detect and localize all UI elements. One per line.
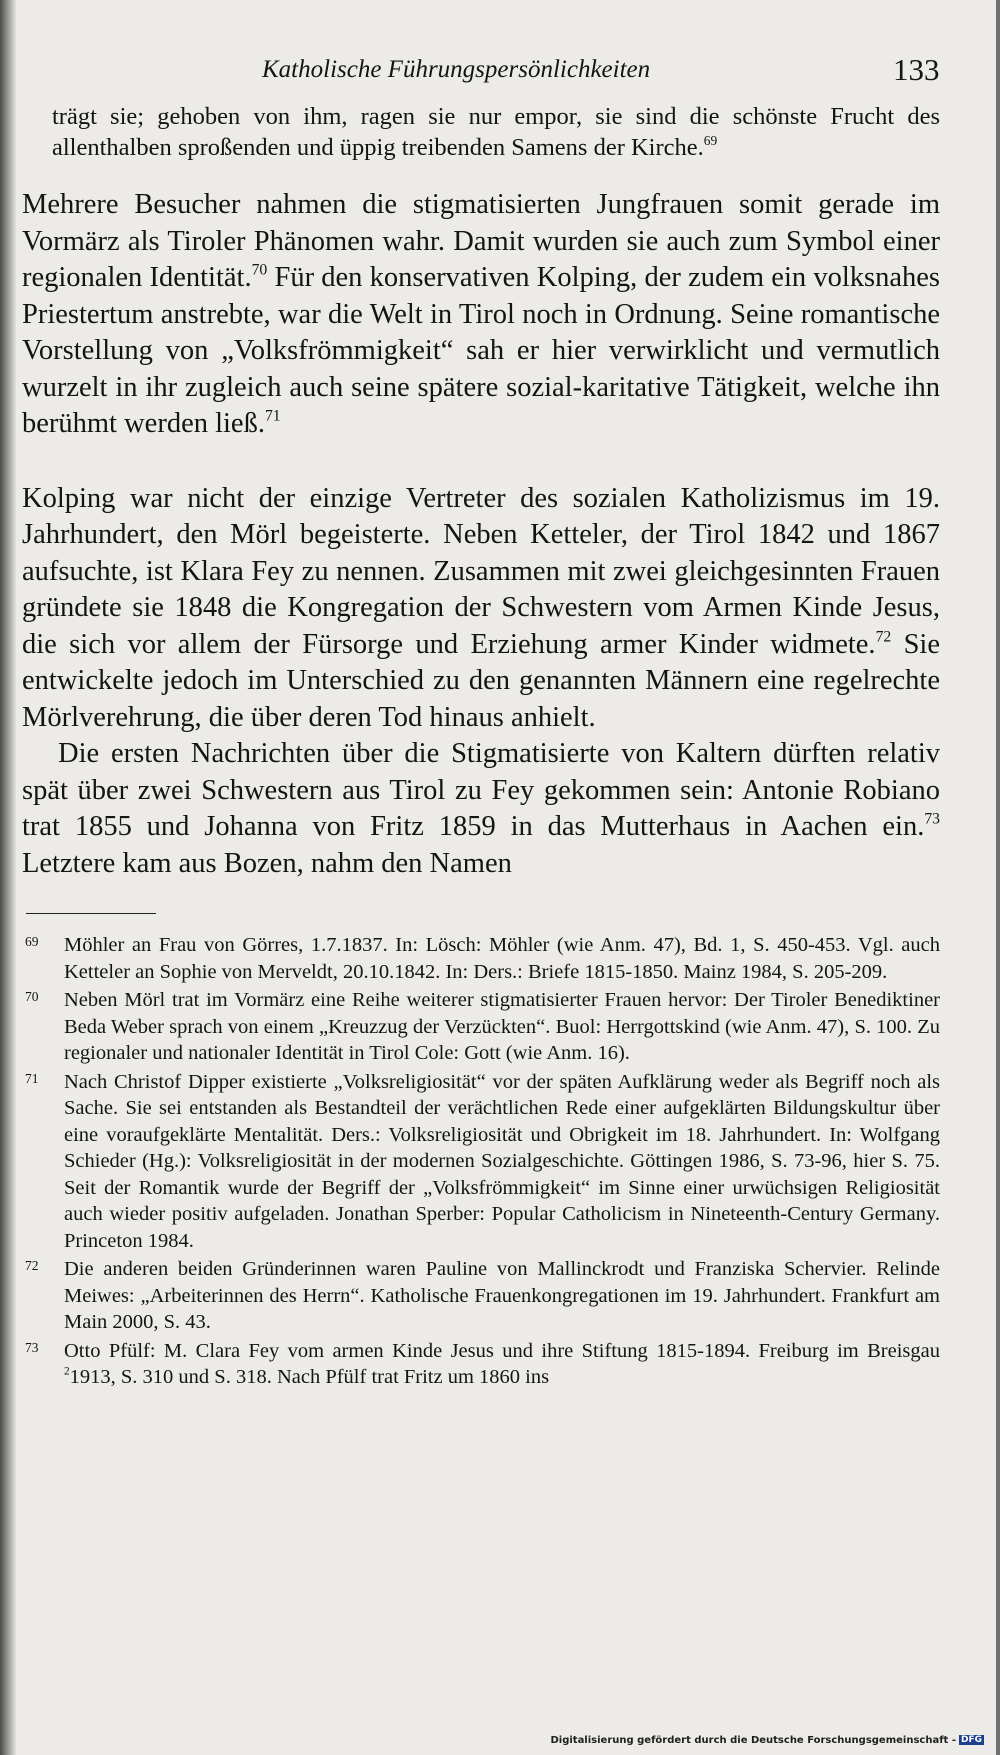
text-run: 1913, S. 310 und S. 318. Nach Pfülf trat Fritz um 1860 ins [69,1366,550,1388]
footnote-number: 69 [25,934,39,949]
body-paragraph [22,481,940,737]
footnote [22,1256,940,1336]
text-run: Otto Pfülf: M. Clara Fey vom armen Kinde Jesus und ihre Stiftung 1815-1894. Freiburg im Breisgau [64,1339,940,1362]
text-run: Die anderen beiden Gründerinnen waren Pauline von Mallinckrodt und Franziska Schervier. Relinde Meiwes: „Arbeiterinnen des Herrn“. Katholische Frauenkongregationen im 19. Jahrhundert. Frankfurt am Main 2000, S. 43. [64,1258,940,1333]
footnote-separator [26,913,156,914]
footnote-ref: 73 [924,810,940,828]
footnotes [22,932,940,1391]
footnote-ref: 70 [251,261,268,279]
footnote-ref: 72 [875,627,892,645]
page-number: 133 [893,52,940,87]
running-head [0,52,996,92]
footnote-ref: 69 [703,132,718,148]
text-run: Die ersten Nachrichten über die Stigmatisierte von Kaltern dürften relativ spät über zwei Schwestern aus Tirol zu Fey gekommen sein: Antonie Robiano trat 1855 und Johanna von Fritz 1859 in das Mutterhaus in Aachen ein. [22,738,940,842]
footnote [22,1338,940,1391]
text-block [22,101,940,1393]
text-run: Neben Mörl trat im Vormärz eine Reihe weiterer stigmatisierter Frauen hervor: Der Tiroler Benediktiner Beda Weber sprach von einem „Kreuzzug der Verzückten“. Buol: Herrgottskind (wie Anm. 47), S. 100. Zu regionaler und nationaler Identität in Tirol Cole: Gott (wie Anm. 16). [64,989,940,1064]
credit-text: Digitalisierung gefördert durch die Deutsche Forschungsgemeinschaft - [550,1735,956,1746]
quote-text: trägt sie; gehoben von ihm, ragen sie nur empor, sie sind die schönste Frucht des allenthalben sproßenden und üppig treibenden Samens der Kirche. [52,103,940,161]
footnote-ref: 71 [264,407,281,425]
text-run: Kolping war nicht der einzige Vertreter des sozialen Katholizismus im 19. Jahrhundert, den Mörl begeisterte. Neben Ketteler, der Tirol 1842 und 1867 aufsuchte, ist Klara Fey zu nennen. Zusammen mit zwei gleichgesinnten Frauen gründete sie 1848 die Kongregation der Schwestern vom Armen Kinde Jesus, die sich vor allem der Fürsorge und Erziehung armer Kinder widmete. [22,482,940,660]
footnote [22,987,940,1067]
footnote [22,932,940,985]
footnote-number: 72 [25,1258,39,1273]
body-paragraph [22,187,940,443]
footnote-ref: 2 [64,1365,70,1378]
binding-shadow [0,0,16,1755]
text-run: Nach Christof Dipper existierte „Volksreligiosität“ vor der späten Aufklärung weder als Begriff noch als Sache. Sie sei entstanden als Bestandteil der verächtlichen Rede einer aufgeklärten Bildungskultur über eine voraufgeklärte Mentalität. Ders.: Volksreligiosität und Obrigkeit im 18. Jahrhundert. In: Wolfgang Schieder (Hg.): Volksreligiosität in der modernen Sozialgeschichte. Göttingen 1986, S. 73-96, hier S. 75. Seit der Romantik wurde der Begriff der „Volksfrömmigkeit“ im Sinne einer urwüchsigen Religiosität auch wieder positiv aufgeladen. Jonathan Sperber: Popular Catholicism in Nineteenth-Century Germany. Princeton 1984. [64,1070,940,1252]
text-run: Möhler an Frau von Görres, 1.7.1837. In: Lösch: Möhler (wie Anm. 47), Bd. 1, S. 450-453. Vgl. auch Ketteler an Sophie von Merveldt, 20.10.1842. In: Ders.: Briefe 1815-1850. Mainz 1984, S. 205-209. [64,934,940,983]
footnote-number: 70 [25,989,39,1004]
footnote-number: 73 [25,1339,39,1355]
body-paragraph [22,736,940,882]
footnote [22,1069,940,1255]
digitization-credit [550,1735,984,1746]
text-run: Mehrere Besucher nahmen die stigmatisierten Jungfrauen somit gerade im Vormärz als Tiroler Phänomen wahr. Damit wurden sie auch zum Symbol einer regionalen Identität. [22,189,940,293]
footnote-number: 71 [25,1070,39,1086]
text-run: Für den konservativen Kolping, der zudem ein volksnahes Priestertum anstrebte, war die Welt in Tirol noch in Ordnung. Seine romantische Vorstellung von „Volksfrömmigkeit“ sah er hier verwirklicht und vermutlich wurzelt in ihr zugleich auch seine spätere sozial-karitative Tätigkeit, welche ihn berühmt werden ließ. [22,262,940,439]
dfg-logo: DFG [960,1735,982,1745]
text-run: Sie entwickelte jedoch im Unterschied zu den genannten Männern eine regelrechte Mörlverehrung, die über deren Tod hinaus anhielt. [22,628,940,733]
block-quote [52,101,940,163]
running-title: Katholische Führungspersönlichkeiten [262,56,651,83]
text-run: Letztere kam aus Bozen, nahm den Namen [22,847,512,879]
